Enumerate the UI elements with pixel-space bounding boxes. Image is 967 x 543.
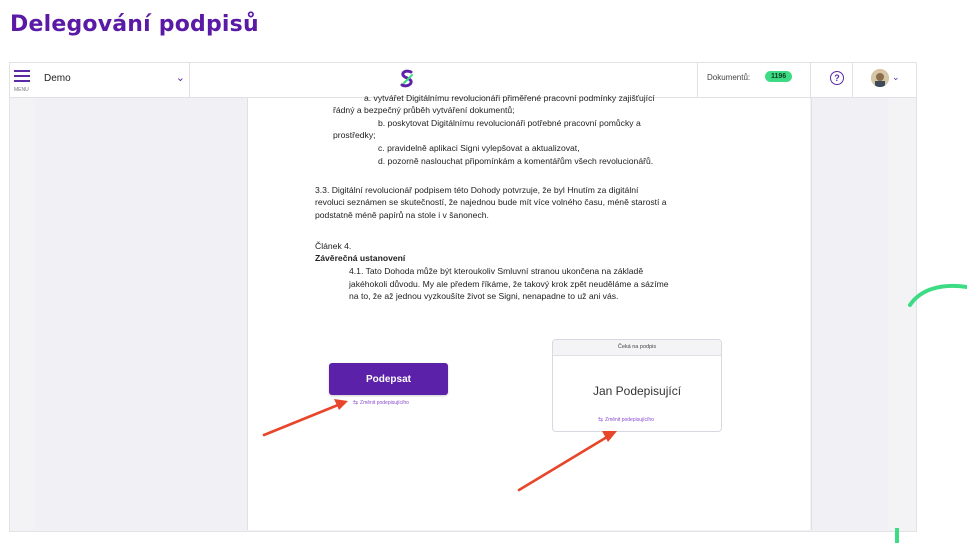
doc-line: podstatně méně papírů na stole i v šanonech. [315, 210, 489, 220]
signi-logo-icon [400, 69, 414, 94]
change-signer-link[interactable] [353, 399, 409, 406]
doc-line: revoluci seznámen se skutečností, že najednou bude mít více volného času, méně starostí a [315, 197, 667, 207]
doc-line: prostředky; [333, 130, 376, 140]
pending-signature-card [552, 339, 722, 432]
decor-arc-icon [910, 286, 967, 305]
menu-label: MENU [14, 87, 29, 93]
documents-count-badge[interactable]: 1196 [765, 71, 792, 82]
divider [189, 63, 190, 97]
doc-line: b. poskytovat Digitálnímu revolucionáři potřebné pracovní pomůcky a [378, 118, 641, 128]
right-panel [811, 98, 888, 530]
card-header: Čeká na podpis [553, 340, 721, 356]
documents-label: Dokumentů: [707, 73, 751, 82]
menu-icon-bar [14, 80, 30, 82]
menu-icon [14, 70, 30, 72]
card-change-signer-link[interactable] [598, 416, 654, 423]
doc-line: 3.3. Digitální revolucionář podpisem této Dohody potvrzuje, že byl Hnutím za digitální [315, 185, 639, 195]
doc-line: na to, že až jednou vyzkoušíte život se Signi, nenapadne to už ani vás. [349, 291, 619, 301]
app-window [9, 62, 917, 532]
signer-name: Jan Podepisující [592, 384, 682, 398]
avatar[interactable] [871, 69, 889, 87]
person-swap-icon: ⇆ [353, 400, 359, 406]
divider [852, 63, 853, 97]
card-change-signer-label: Změnit podepisujícího [605, 417, 654, 423]
chevron-down-icon[interactable]: ⌄ [892, 72, 900, 82]
page-title: Delegování podpisů [10, 12, 259, 37]
divider [810, 63, 811, 97]
doc-line: c. pravidelně aplikaci Signi vylepšovat a aktualizovat, [378, 143, 580, 153]
doc-line: d. pozorně naslouchat připomínkám a komentářům všech revolucionářů. [378, 156, 654, 166]
doc-line: a. vytvářet Digitálnímu revolucionáři přiměřené pracovní podmínky zajišťující [364, 93, 655, 103]
sign-button[interactable]: Podepsat [329, 363, 448, 395]
section-heading: Závěrečná ustanovení [315, 253, 406, 263]
doc-line: Článek 4. [315, 241, 352, 251]
person-swap-icon: ⇆ [598, 417, 604, 423]
chevron-down-icon: ⌄ [175, 72, 185, 84]
menu-icon-bar [14, 75, 30, 77]
avatar-image [871, 69, 889, 87]
change-signer-label: Změnit podepisujícího [360, 400, 409, 406]
document-viewer [248, 93, 810, 530]
project-name: Demo [44, 73, 71, 84]
doc-line: 4.1. Tato Dohoda může být kteroukoliv Smluvní stranou ukončena na základě [349, 266, 644, 276]
doc-line: řádný a bezpečný průběh vytváření dokumentů; [333, 105, 515, 115]
doc-line: jakéhokoli důvodu. My ale předem říkáme, že takový krok zpět neuděláme a sázíme [349, 279, 669, 289]
menu-button[interactable] [10, 63, 36, 97]
left-panel [35, 98, 248, 530]
project-select[interactable] [44, 69, 189, 91]
divider [697, 63, 698, 97]
help-icon[interactable]: ? [830, 71, 844, 85]
